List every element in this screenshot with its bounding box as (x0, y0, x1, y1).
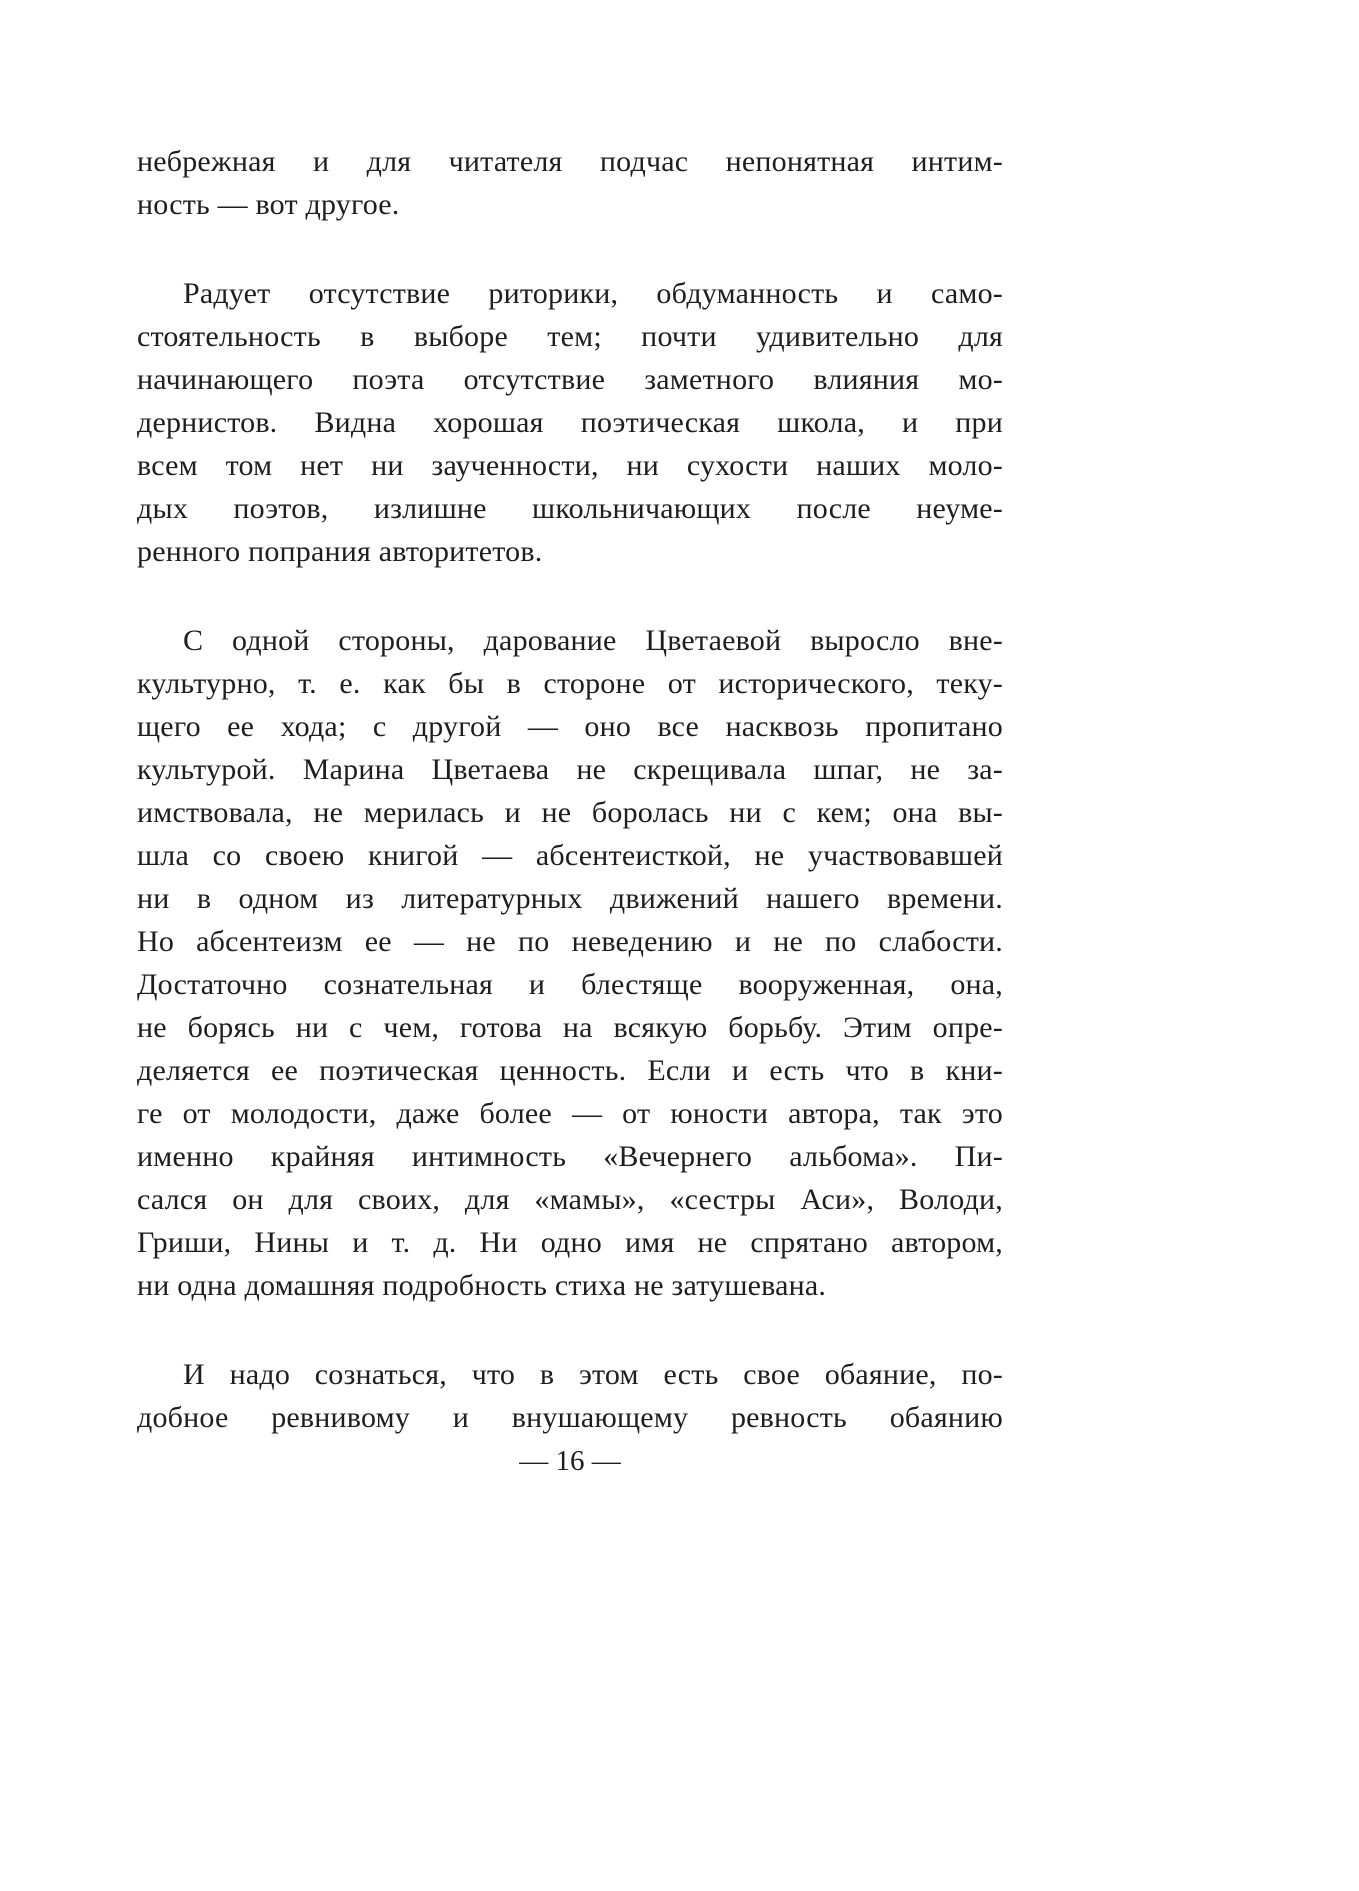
text-line: культурой. Марина Цветаева не скрещивала шпаг, не за- (137, 753, 1003, 786)
text-line: щего ее хода; с другой — оно все насквозь пропитано (137, 710, 1003, 743)
text-line: добное ревнивому и внушающему ревность обаянию (137, 1401, 1003, 1434)
text-line: шла со своею книгой — абсентеисткой, не участвовавшей (137, 839, 1003, 872)
text-line: ность — вот другое. (137, 188, 400, 221)
text-line: Радует отсутствие риторики, обдуманность и само- (183, 277, 1003, 310)
text-line: деляется ее поэтическая ценность. Если и есть что в кни- (137, 1054, 1003, 1087)
text-line: С одной стороны, дарование Цветаевой выросло вне- (183, 624, 1003, 657)
text-line: небрежная и для читателя подчас непонятная интим- (137, 145, 1003, 178)
text-line: начинающего поэта отсутствие заметного влияния мо- (137, 363, 1003, 396)
text-line: стоятельность в выборе тем; почти удивительно для (137, 320, 1003, 353)
text-line: не борясь ни с чем, готова на всякую борьбу. Этим опре- (137, 1011, 1003, 1044)
text-line: Гриши, Нины и т. д. Ни одно имя не спрятано автором, (137, 1226, 1003, 1259)
text-line: культурно, т. е. как бы в стороне от исторического, теку- (137, 667, 1003, 700)
text-line: сался он для своих, для «мамы», «сестры Аси», Володи, (137, 1183, 1003, 1216)
paragraph (137, 140, 1003, 226)
paragraph (137, 619, 1003, 1307)
text-line: И надо сознаться, что в этом есть свое обаяние, по- (183, 1358, 1003, 1391)
paragraph (137, 272, 1003, 573)
text-line: ге от молодости, даже более — от юности автора, так это (137, 1097, 1003, 1130)
text-block (137, 140, 1003, 1439)
text-line: Но абсентеизм ее — не по неведению и не по слабости. (137, 925, 1003, 958)
text-line: дернистов. Видна хорошая поэтическая школа, и при (137, 406, 1003, 439)
text-line: Достаточно сознательная и блестяще вооруженная, она, (137, 968, 1003, 1001)
text-line: дых поэтов, излишне школьничающих после неуме- (137, 492, 1003, 525)
text-line: имствовала, не мерилась и не боролась ни с кем; она вы- (137, 796, 1003, 829)
text-line: ренного попрания авторитетов. (137, 535, 543, 568)
page-number: — 16 — (519, 1445, 621, 1477)
paragraph (137, 1353, 1003, 1439)
text-line: именно крайняя интимность «Вечернего альбома». Пи- (137, 1140, 1003, 1173)
text-line: ни в одном из литературных движений нашего времени. (137, 882, 1003, 915)
text-line: ни одна домашняя подробность стиха не затушевана. (137, 1269, 827, 1302)
text-line: всем том нет ни заученности, ни сухости наших моло- (137, 449, 1003, 482)
